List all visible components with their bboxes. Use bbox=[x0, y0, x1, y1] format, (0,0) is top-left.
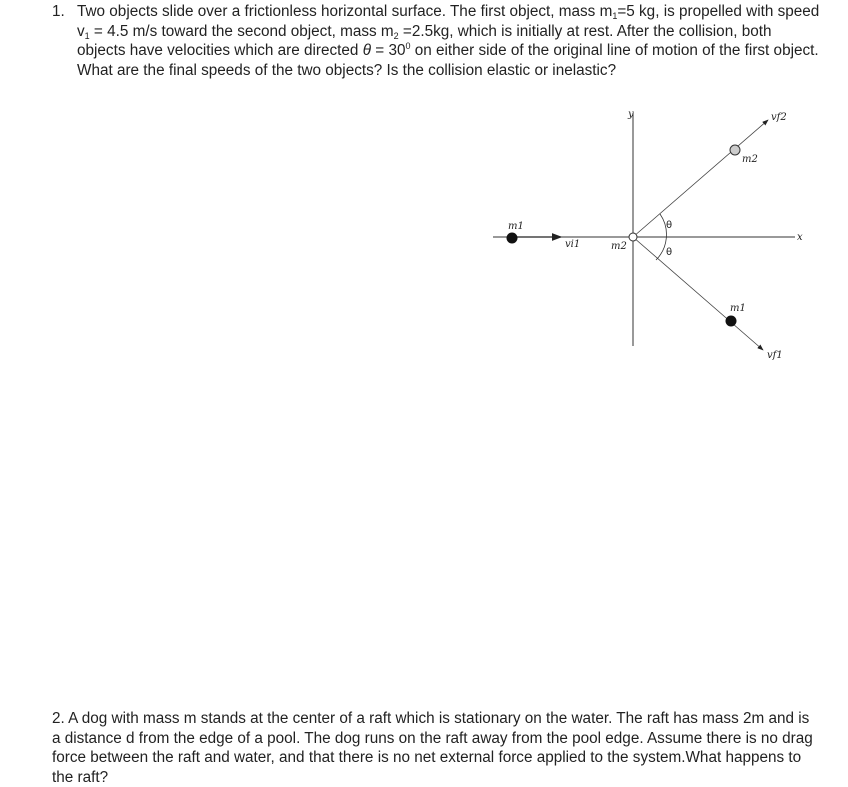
m2-final-label: m2 bbox=[742, 154, 758, 165]
text: = 4.5 m/s toward the second object, mass m bbox=[89, 22, 394, 40]
theta-lower-label: θ bbox=[666, 247, 673, 258]
text: =2.5kg, which is initially at rest. After the collision, both objects have velocities which are directed bbox=[77, 22, 772, 59]
m1-final-ball bbox=[726, 316, 737, 327]
vi1-label: vi1 bbox=[565, 239, 581, 250]
subscript: 1 bbox=[84, 30, 90, 41]
m2-path bbox=[633, 120, 768, 237]
m2-final-ball bbox=[730, 145, 740, 155]
m2-center-label: m2 bbox=[611, 241, 627, 252]
text: =5 kg, is propelled with speed v bbox=[77, 3, 820, 40]
question-number: 1. bbox=[52, 3, 65, 20]
theta-upper-label: θ bbox=[666, 220, 673, 231]
subscript: 2 bbox=[393, 30, 399, 41]
text: Two objects slide over a frictionless horizontal surface. The first object, mass m bbox=[77, 3, 613, 20]
m1-initial-label: m1 bbox=[508, 221, 524, 232]
m1-path bbox=[633, 237, 763, 350]
degree: 0 bbox=[405, 41, 411, 51]
text: on either side of the original line of motion of the first object. What are the final speeds of the two objects? Is the collision elastic or inelastic? bbox=[77, 42, 819, 79]
x-axis-label: x bbox=[797, 232, 803, 243]
subscript: 1 bbox=[612, 11, 618, 21]
vf1-label: vf1 bbox=[767, 350, 783, 361]
y-axis-label: y bbox=[628, 109, 634, 120]
theta-symbol: θ bbox=[362, 42, 372, 59]
question-2: 2. A dog with mass m stands at the center of a raft which is stationary on the water. The raft has mass 2m and is a distance d from the edge of a pool. The dog runs on the raft away from the pool edge. Assume there is no drag force between the raft and water, and that there is no net external force applied to the system.What happens to the raft? bbox=[52, 710, 813, 786]
text: = 30 bbox=[371, 42, 406, 59]
vf2-label: vf2 bbox=[771, 112, 787, 123]
m1-initial-ball bbox=[507, 233, 518, 244]
m2-center-ball bbox=[629, 233, 637, 241]
m1-final-label: m1 bbox=[730, 303, 746, 314]
